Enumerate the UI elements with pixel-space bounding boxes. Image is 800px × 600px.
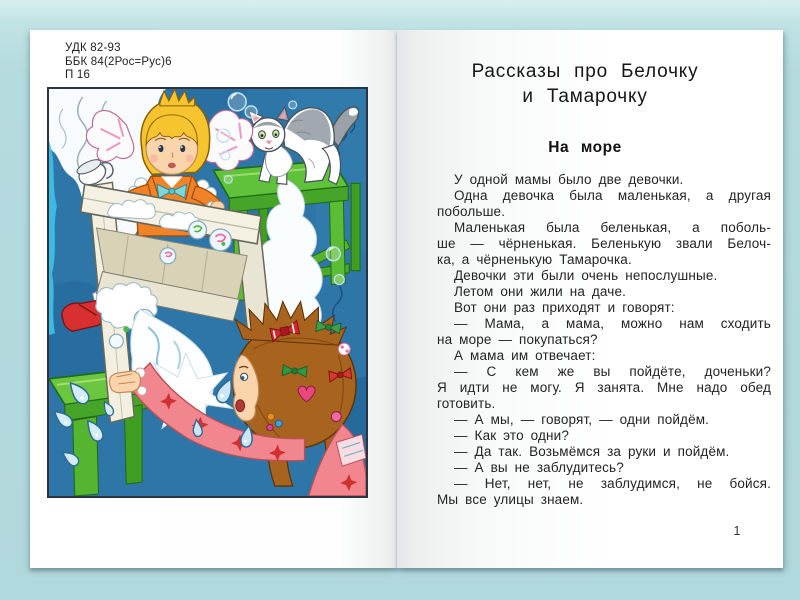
udk-code: УДК 82-93 [65,42,121,54]
story-line: — А вы не заблудитесь? [454,460,624,475]
story-text [437,172,771,508]
book-title-line2: и Тамарочку [522,85,648,107]
bbk-code: ББК 84(2Рос=Рус)6 [65,55,172,68]
story-line: — А мы, — говорят, — одни пойдём. [454,412,710,427]
page-number: 1 [733,524,741,538]
story-line: ка, а чёрненькую Тамарочка. [437,252,632,267]
story-line: — Нет, нет, не заблудимся, не бойся. [454,476,771,491]
story-line: Вот они раз приходят и говорят: [454,300,675,315]
story-illustration [47,87,368,498]
story-line: У одной мамы было две девочки. [454,172,684,187]
story-line: А мама им отвечает: [454,348,596,363]
left-page [30,30,397,568]
story-line: побольше. [437,204,506,219]
story-line: готовить. [437,396,496,411]
story-line: Девочки эти были очень непослушные. [454,268,718,283]
illustration-svg [49,89,366,496]
story-line: Мы все улицы знаем. [437,492,584,507]
story-line: на море — покупаться? [437,332,598,347]
p-code: П 16 [65,69,91,81]
story-line: — Мама, а мама, можно нам сходить [454,316,771,331]
story-line: — С кем же вы пойдёте, доченьки? [454,364,771,379]
story-line: — Да так. Возьмёмся за руки и пойдём. [454,444,730,459]
catalog-codes [65,42,172,83]
book-title [397,60,773,109]
right-page [397,30,783,568]
book-title-line1: Рассказы про Белочку [471,61,699,82]
story-line: Маленькая была беленькая, а поболь- [454,220,771,235]
story-line: Летом они жили на даче. [454,284,627,299]
story-line: — Как это одни? [454,428,570,443]
chapter-title: На море [548,139,622,156]
story-line: Я идти не могу. Я занята. Мне надо обед [437,380,771,395]
story-line: Одна девочка была маленькая, а другая [454,188,771,203]
story-line: ше — чёрненькая. Беленькую звали Белоч- [437,236,771,251]
